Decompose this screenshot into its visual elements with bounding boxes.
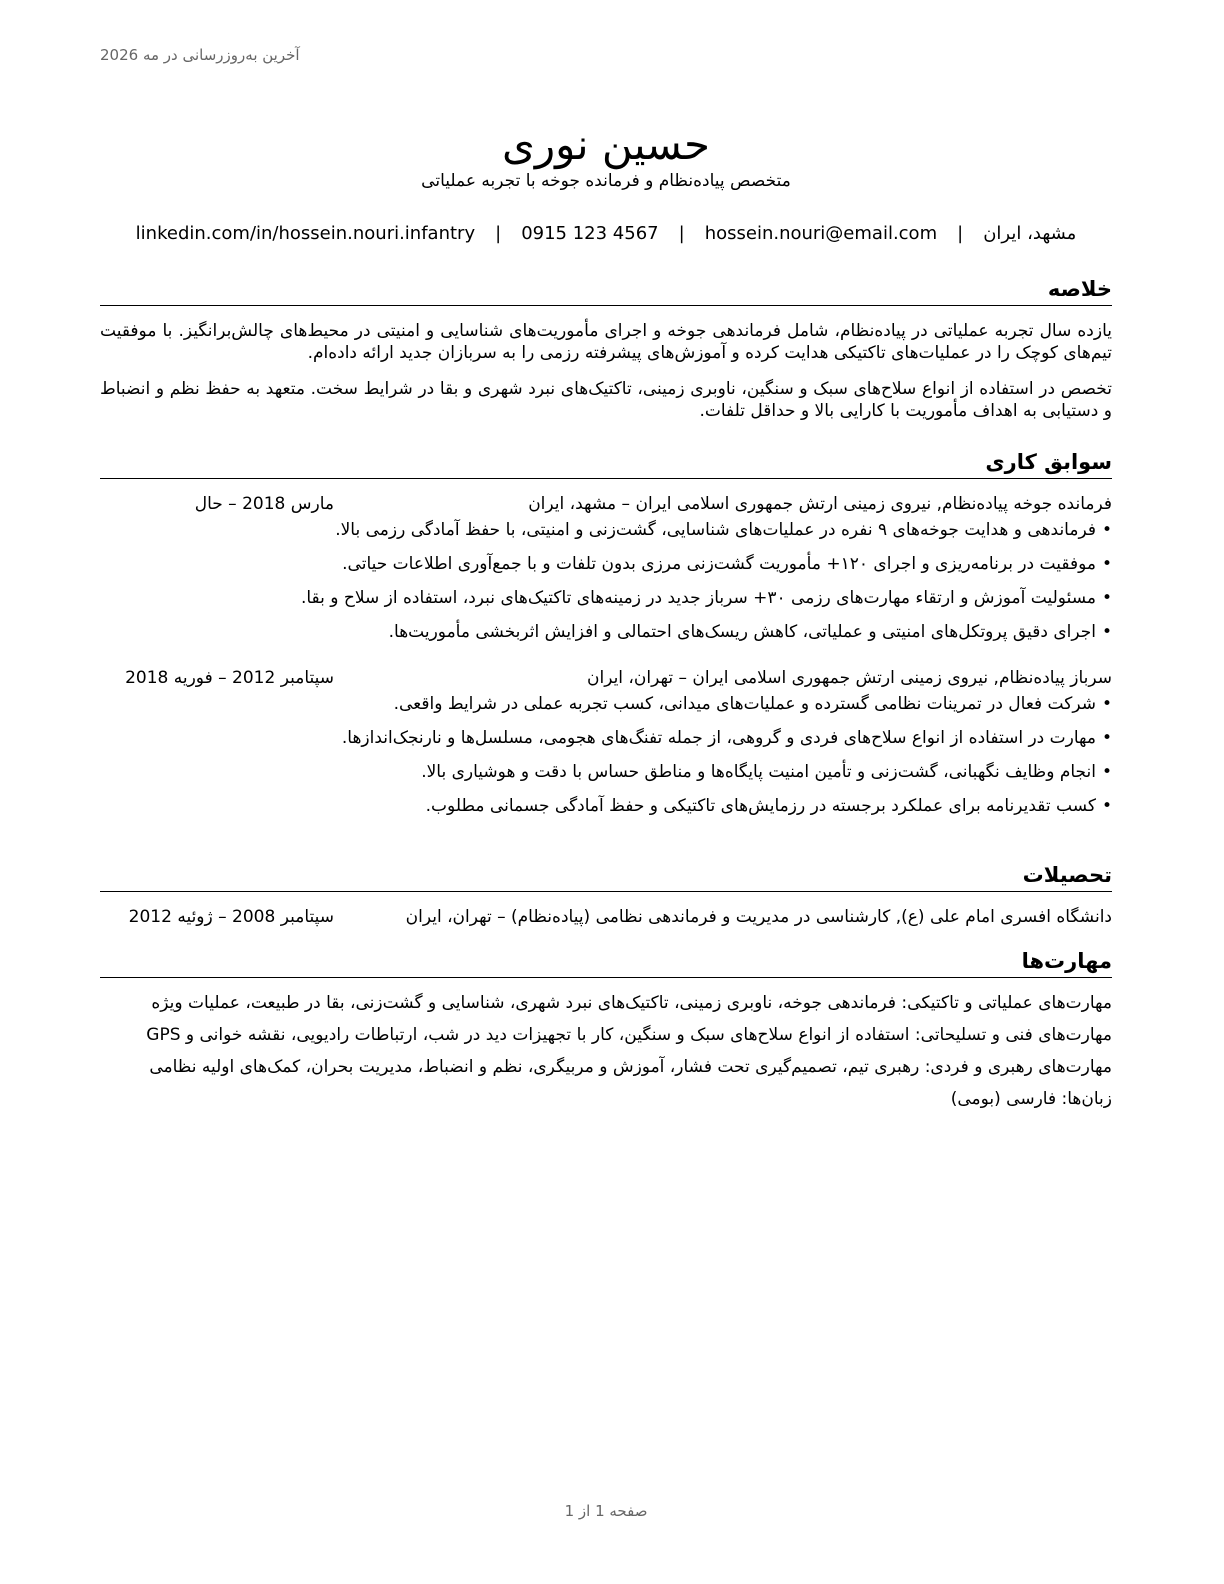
contact-linkedin[interactable]: linkedin.com/in/hossein.nouri.infantry bbox=[135, 223, 476, 244]
job-bullets bbox=[100, 519, 1112, 643]
contact-separator: | bbox=[495, 223, 502, 244]
list-item: • انجام وظایف نگهبانی، گشت‌زنی و تأمین امنیت پایگاه‌ها و مناطق حساس با دقت و هوشیاری بالا. bbox=[100, 761, 1112, 783]
job-role: سرباز پیاده‌نظام, نیروی زمینی ارتش جمهوری اسلامی ایران – تهران، ایران bbox=[586, 668, 1112, 688]
list-item: • شرکت فعال در تمرینات نظامی گسترده و عملیات‌های میدانی، کسب تجربه عملی در شرایط واقعی. bbox=[100, 693, 1112, 715]
contact-separator: | bbox=[957, 223, 964, 244]
summary-heading: خلاصه bbox=[100, 275, 1112, 306]
page-number: صفحه 1 از 1 bbox=[564, 1502, 648, 1520]
education-entry bbox=[100, 906, 1112, 928]
job-bullets bbox=[100, 693, 1112, 817]
list-item: • مهارت در استفاده از انواع سلاح‌های فردی و گروهی، از جمله تفنگ‌های هجومی، مسلسل‌ها و نارنجک‌اندازها. bbox=[100, 727, 1112, 749]
summary-paragraph: تخصص در استفاده از انواع سلاح‌های سبک و سنگین، ناوبری زمینی، تاکتیک‌های نبرد شهری و بقا در شرایط سخت. متعهد به حفظ نظم و انضباط و دستیابی به اهداف مأموریت با کارایی بالا و حداقل تلفات. bbox=[100, 379, 1112, 421]
education-degree: دانشگاه افسری امام علی (ع), کارشناسی در مدیریت و فرماندهی نظامی (پیاده‌نظام) – تهران، ایران bbox=[405, 907, 1112, 927]
experience-heading: سوابق کاری bbox=[100, 448, 1112, 479]
contact-line bbox=[100, 223, 1112, 244]
list-item: • موفقیت در برنامه‌ریزی و اجرای ۱۲۰+ مأموریت گشت‌زنی مرزی بدون تلفات و با جمع‌آوری اطلاعات حیاتی. bbox=[100, 553, 1112, 575]
contact-phone[interactable]: 0915 123 4567 bbox=[521, 223, 659, 244]
education-heading: تحصیلات bbox=[100, 861, 1112, 892]
skills-heading: مهارت‌ها bbox=[100, 947, 1112, 978]
job-role: فرمانده جوخه پیاده‌نظام, نیروی زمینی ارتش جمهوری اسلامی ایران – مشهد، ایران bbox=[528, 494, 1112, 514]
contact-location: مشهد، ایران bbox=[983, 223, 1077, 244]
experience-section bbox=[100, 448, 1112, 817]
skill-item: مهارت‌های فنی و تسلیحاتی: استفاده از انواع سلاح‌های سبک و سنگین، کار با تجهیزات دید در شب، ارتباطات رادیویی، نقشه خوانی و GPS bbox=[146, 1025, 1112, 1045]
summary-paragraph: یازده سال تجربه عملیاتی در پیاده‌نظام، شامل فرماندهی جوخه و اجرای مأموریت‌های شناسایی و امنیتی در محیط‌های چالش‌برانگیز. با موفقیت تیم‌های کوچک را در عملیات‌های تاکتیکی هدایت کرده و آموزش‌های پیشرفته رزمی را به سربازان جدید ارائه داده‌ام. bbox=[100, 321, 1112, 363]
last-updated: آخرین به‌روزرسانی در مه 2026 bbox=[100, 46, 300, 64]
list-item: • مسئولیت آموزش و ارتقاء مهارت‌های رزمی ۳۰+ سرباز جدید در زمینه‌های تاکتیک‌های نبرد، استفاده از سلاح و بقا. bbox=[100, 587, 1112, 609]
job-title: متخصص پیاده‌نظام و فرمانده جوخه با تجربه عملیاتی bbox=[421, 171, 791, 191]
list-item: • اجرای دقیق پروتکل‌های امنیتی و عملیاتی، کاهش ریسک‌های احتمالی و افزایش اثربخشی مأموریت‌ها. bbox=[100, 621, 1112, 643]
contact-separator: | bbox=[678, 223, 685, 244]
job-date: مارس 2018 – حال bbox=[194, 494, 334, 514]
skill-item: زبان‌ها: فارسی (بومی) bbox=[950, 1089, 1112, 1109]
job-date: سپتامبر 2012 – فوریه 2018 bbox=[125, 668, 334, 688]
skill-item: مهارت‌های عملیاتی و تاکتیکی: فرماندهی جوخه، ناوبری زمینی، تاکتیک‌های نبرد شهری، شناسایی و گشت‌زنی، بقا در طبیعت، عملیات ویژه bbox=[151, 993, 1112, 1013]
job-header bbox=[100, 667, 1112, 689]
skill-item: مهارت‌های رهبری و فردی: رهبری تیم، تصمیم‌گیری تحت فشار، آموزش و مربیگری، نظم و انضباط، مدیریت بحران، کمک‌های اولیه نظامی bbox=[149, 1057, 1112, 1077]
job-header bbox=[100, 493, 1112, 515]
education-section bbox=[100, 861, 1112, 928]
education-date: سپتامبر 2008 – ژوئیه 2012 bbox=[128, 907, 334, 927]
list-item: • کسب تقدیرنامه برای عملکرد برجسته در رزمایش‌های تاکتیکی و حفظ آمادگی جسمانی مطلوب. bbox=[100, 795, 1112, 817]
person-name: حسین نوری bbox=[502, 120, 710, 170]
summary-section bbox=[100, 275, 1112, 422]
resume-page bbox=[100, 0, 1112, 1584]
contact-email[interactable]: hossein.nouri@email.com bbox=[704, 223, 938, 244]
skills-section bbox=[100, 947, 1112, 1120]
list-item: • فرماندهی و هدایت جوخه‌های ۹ نفره در عملیات‌های شناسایی، گشت‌زنی و امنیتی، با حفظ آمادگی رزمی بالا. bbox=[100, 519, 1112, 541]
